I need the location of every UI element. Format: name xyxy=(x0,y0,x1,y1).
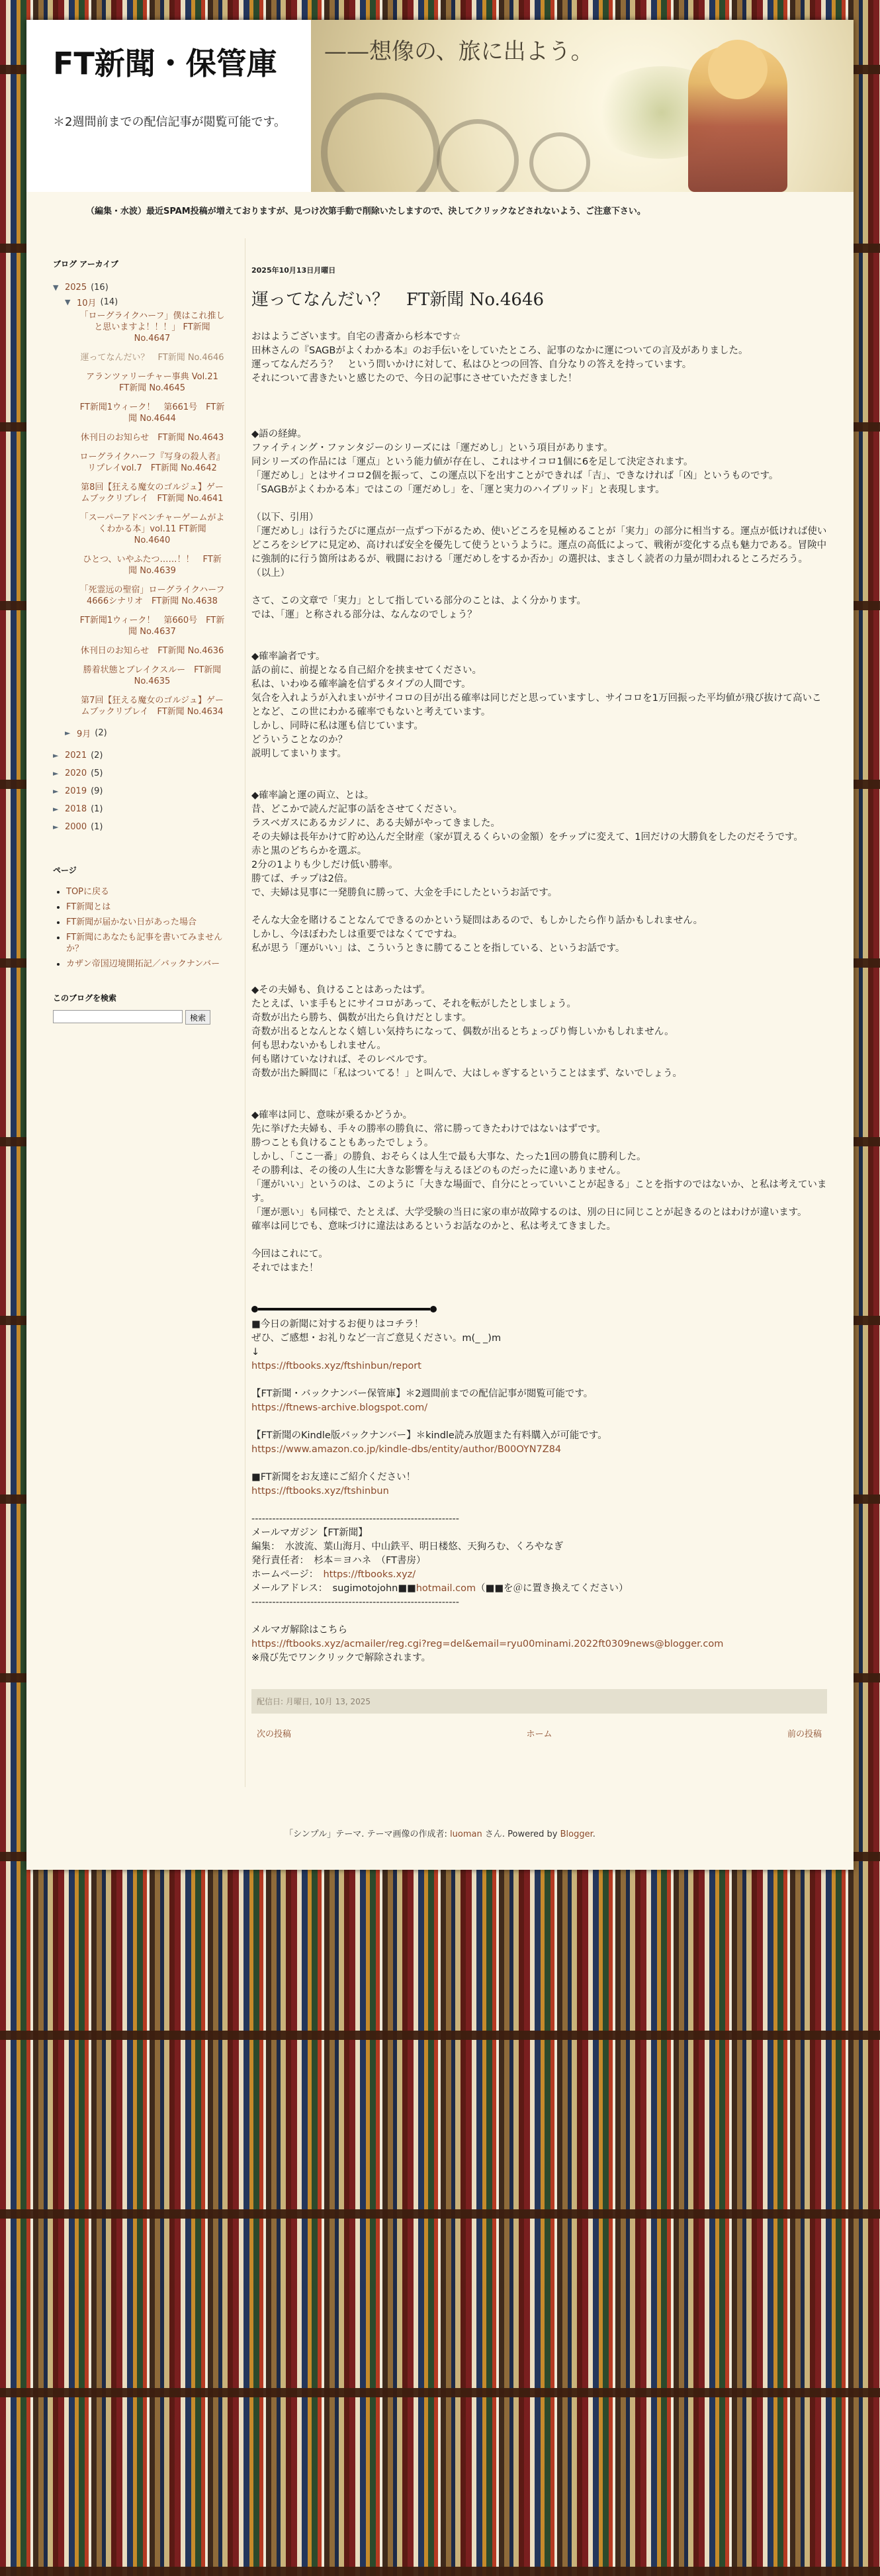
pages-list xyxy=(53,886,225,970)
pages-heading: ページ xyxy=(53,866,77,875)
archive-count: (2) xyxy=(91,750,103,760)
list-item xyxy=(79,665,225,687)
archive-count: (5) xyxy=(91,768,103,778)
home-link[interactable]: ホーム xyxy=(526,1729,552,1739)
feedback-link[interactable]: https://ftbooks.xyz/ftshinbun/report xyxy=(251,1361,421,1371)
magazine-info: メールマガジン【FT新聞】 編集： 水波流、葉山海月、中山鉄平、明日楼悠、天狗ろむ、くろやなぎ 発行責任者： 杉本＝ヨハネ （FT書房） xyxy=(251,1528,564,1566)
expand-toggle-icon[interactable]: ► xyxy=(53,751,59,760)
post-paragraph: さて、この文章で「実力」として指している部分のことは、よく分かります。 では、「運」と称される部分は、なんなのでしょう？ xyxy=(251,596,587,620)
archive-year-row[interactable] xyxy=(53,784,225,798)
list-item xyxy=(79,554,225,576)
older-post-link[interactable]: 前の投稿 xyxy=(787,1729,822,1739)
unsubscribe-label: メルマガ解除はこちら xyxy=(251,1625,347,1635)
archive-year-row[interactable] xyxy=(53,748,225,762)
blog-pager xyxy=(251,1727,827,1739)
feedback-text: ■今日の新聞に対するお便りはコチラ！ ぜひ、ご感想・お礼りなど一言ご意見ください。m(_ _)m ↓ xyxy=(251,1319,502,1357)
list-item xyxy=(66,958,225,970)
list-item xyxy=(79,695,225,717)
list-item xyxy=(79,615,225,637)
list-item xyxy=(79,402,225,424)
gear-icon xyxy=(321,93,440,192)
email-link[interactable]: hotmail.com xyxy=(416,1583,476,1594)
archive-post-link[interactable]: FT新聞1ウィーク！ 第661号 FT新聞 No.4644 xyxy=(79,402,225,424)
page-link-about[interactable]: FT新聞とは xyxy=(66,902,111,912)
archive-post-link[interactable]: アランツァリーチャー事典 Vol.21 FT新聞 No.4645 xyxy=(86,372,227,393)
archive-post-link[interactable]: 休刊日のお知らせ FT新聞 No.4636 xyxy=(80,646,224,656)
list-item xyxy=(79,512,225,546)
expand-toggle-icon[interactable]: ► xyxy=(53,786,59,796)
page-link-top[interactable]: TOPに戻る xyxy=(66,887,110,897)
archive-post-link[interactable]: 勝着状態とブレイクスルー FT新聞 No.4635 xyxy=(83,665,222,686)
post-title[interactable]: 運ってなんだい？ FT新聞 No.4646 xyxy=(251,290,545,310)
list-item xyxy=(79,482,225,504)
archive-count: (2) xyxy=(95,727,107,738)
post-paragraph: おはようございます。自宅の書斎から杉本です☆ 田林さんの『SAGBがよくわかる本』のお手伝いをしていたところ、記事のなかに運についての言及がありました。 運ってなんだろう？ という問いかけに対して、私はひとつの回答、自分なりの答えを持っています。 それについて書きたいと感じたので、今日の記事にさせていただきました！ xyxy=(251,332,748,384)
gear-icon xyxy=(437,119,519,192)
sidebar xyxy=(53,258,225,1025)
archive-heading: ブログ アーカイブ xyxy=(53,259,118,269)
blog-title[interactable]: FT新聞・保管庫 xyxy=(53,46,277,81)
archive-year-row[interactable] xyxy=(53,819,225,834)
archive-count: (16) xyxy=(91,282,109,293)
post-paragraph: そんな大金を賭けることなんてできるのかという疑問はあるので、もしかしたら作り話かもしれません。 しかし、今ほぼわたしは重要ではなくてですね。 私が思う「運がいい」は、こういうときに勝てることを指している、というお話です。 xyxy=(251,915,703,954)
post-footer xyxy=(251,1689,827,1714)
archive-post-link[interactable]: FT新聞1ウィーク！ 第660号 FT新聞 No.4637 xyxy=(79,616,225,637)
archive-post-list xyxy=(53,310,225,717)
archive-post-link[interactable]: 「ローグライクハーフ」僕はこれ推しと思いますよ！！！」 FT新聞 No.4647 xyxy=(79,311,225,344)
search-heading: このブログを検索 xyxy=(53,993,117,1003)
archive-month-sep[interactable] xyxy=(53,725,225,740)
expand-toggle-icon[interactable]: ► xyxy=(53,822,59,831)
archive-year-link[interactable]: 2025 xyxy=(65,282,87,293)
archive-post-link[interactable]: ひとつ、いやふたつ……！！ FT新聞 No.4639 xyxy=(83,555,222,576)
search-form xyxy=(53,1010,225,1025)
archive-year-link[interactable]: 2021 xyxy=(65,750,87,760)
archive-text: 【FT新聞・バックナンバー保管庫】＊2週間前までの配信記事が閲覧可能です。 xyxy=(251,1389,594,1399)
list-item xyxy=(66,932,225,954)
post-date-header: 2025年10月13日月曜日 xyxy=(251,266,336,275)
archive-year-link[interactable]: 2020 xyxy=(65,768,87,778)
archive-year-link[interactable]: 2000 xyxy=(65,821,87,832)
page-container xyxy=(26,20,854,1870)
header-image xyxy=(311,20,854,192)
theme-attribution: 「シンプル」テーマ. テーマ画像の作成者: luoman さん. Powered by Blogger. xyxy=(285,1829,595,1839)
list-item xyxy=(79,451,225,474)
list-item xyxy=(79,584,225,607)
collapse-toggle-icon[interactable]: ▼ xyxy=(65,297,71,306)
list-item xyxy=(79,371,225,394)
kindle-link[interactable]: https://www.amazon.co.jp/kindle-dbs/entity/author/B00OYN7Z84 xyxy=(251,1444,562,1455)
blogger-link[interactable]: Blogger xyxy=(560,1829,593,1839)
spam-notice: （編集・水波）最近SPAM投稿が増えておりますが、見つけ次第手動で削除いたしますので、決してクリックなどされないよう、ご注意下さい。 xyxy=(86,207,646,216)
archive-count: (14) xyxy=(100,297,118,307)
list-item xyxy=(79,352,225,363)
unsubscribe-note: ※飛び先でワンクリックで解除されます。 xyxy=(251,1653,431,1663)
post-paragraph: ◆確率論と運の両立、とは。 昔、どこかで読んだ記事の話をさせてください。 ラスベガスにあるカジノに、ある夫婦がやってきました。 その夫婦は長年かけて貯め込んだ全財産（家が買えるくらいの金額）をチップに変えて、1回だけの大勝負をしたのだそうです。 赤と黒のどちらかを選ぶ。 2分の1よりも少しだけ低い勝率。 勝てば、チップは2倍。 で、夫婦は見事に一発勝負に勝って、大金を手にしたというお話です。 xyxy=(251,790,803,898)
divider-line: ------------------------------------------------------------ xyxy=(251,1597,459,1608)
homepage-link[interactable]: https://ftbooks.xyz/ xyxy=(323,1569,416,1580)
share-link[interactable]: https://ftbooks.xyz/ftshinbun xyxy=(251,1486,389,1496)
archive-post-link[interactable]: 第7回【狂える魔女のゴルジュ】ゲームブックリプレイ FT新聞 No.4634 xyxy=(81,696,224,717)
archive-post-link[interactable]: 第8回【狂える魔女のゴルジュ】ゲームブックリプレイ FT新聞 No.4641 xyxy=(81,483,224,504)
archive-year-link[interactable]: 2018 xyxy=(65,804,87,814)
collapse-toggle-icon[interactable]: ▼ xyxy=(53,283,59,292)
post-timestamp[interactable]: 配信日: 月曜日, 10月 13, 2025 xyxy=(257,1697,371,1706)
list-item xyxy=(79,310,225,344)
kindle-text: 【FT新聞のKindle版バックナンバー】＊kindle読み放題また有料購入が可能です。 xyxy=(251,1430,607,1441)
archive-post-link[interactable]: ローグライクハーフ『写身の殺人者』リプレイvol.7 FT新聞 No.4642 xyxy=(79,452,225,473)
list-item xyxy=(79,432,225,443)
archive-count: (9) xyxy=(91,786,103,796)
archive-year-row[interactable] xyxy=(53,766,225,780)
blog-description: ＊2週間前までの配信記事が閲覧可能です。 xyxy=(53,115,286,129)
blog-header xyxy=(26,20,854,192)
theme-author-link[interactable]: luoman xyxy=(450,1829,482,1839)
post-closing: 今回はこれにて。 それではまた！ xyxy=(251,1249,328,1273)
divider-line: ------------------------------------------------------------ xyxy=(251,1514,459,1524)
character-head-illustration xyxy=(708,40,768,99)
archive-month-oct[interactable] xyxy=(53,295,225,309)
archive-year-row[interactable] xyxy=(53,802,225,816)
page-link-contribute[interactable]: FT新聞にあなたも記事を書いてみませんか？ xyxy=(66,933,223,954)
archive-count: (1) xyxy=(91,804,103,814)
header-tagline: ——想像の、旅に出よう。 xyxy=(324,38,594,65)
archive-month-link[interactable]: 10月 xyxy=(77,298,97,308)
archive-post-link[interactable]: 「死霊远の聖宿」ローグライクハーフ4666シナリオ FT新聞 No.4638 xyxy=(79,585,225,606)
unsubscribe-link[interactable]: https://ftbooks.xyz/acmailer/reg.cgi?reg=del&email=ryu00minami.2022ft0309news@blogger.com xyxy=(251,1639,724,1649)
archive-post-link[interactable]: 「スーパーアドベンチャーゲームがよくわかる本」vol.11 FT新聞 No.4640 xyxy=(79,513,225,545)
archive-post-link[interactable]: 休刊日のお知らせ FT新聞 No.4643 xyxy=(80,433,224,443)
archive-count: (1) xyxy=(91,821,103,832)
expand-toggle-icon[interactable]: ► xyxy=(53,768,59,778)
newer-post-link[interactable]: 次の投稿 xyxy=(257,1729,292,1739)
expand-toggle-icon[interactable]: ► xyxy=(53,804,59,813)
post-paragraph: ◆語の経緯。 ファイティング・ファンタジーのシリーズには「運だめし」という項目があります。 同シリーズの作品には「運点」という能力値が存在し、これはサイコロ1個に6を足して決定されます。 「運だめし」とはサイコロ2個を振って、この運点以下を出すことができれば「吉」、できなければ「凶」というものです。 「SAGBがよくわかる本」ではこの「運だめし」を、「運と実力のハイブリッド」と表現します。 xyxy=(251,429,779,495)
archive-year-link[interactable]: 2019 xyxy=(65,786,87,796)
list-item xyxy=(66,917,225,928)
list-item xyxy=(79,645,225,657)
page-link-backnumber[interactable]: カザン帝国辺境開拓記／バックナンバー xyxy=(66,959,220,969)
expand-toggle-icon[interactable]: ► xyxy=(65,728,71,737)
header-title-area xyxy=(26,20,311,192)
section-separator xyxy=(251,1306,437,1312)
gear-icon xyxy=(529,132,590,192)
homepage-line: ホームページ： https://ftbooks.xyz/ xyxy=(251,1569,416,1580)
list-item xyxy=(66,886,225,897)
page-link-missing[interactable]: FT新聞が届かない日があった場合 xyxy=(66,917,197,927)
archive-month-link[interactable]: 9月 xyxy=(77,729,91,739)
post-paragraph: ◆その夫婦も、負けることはあったはず。 たとえば、いま手もとにサイコロがあって、それを転がしたとしましょう。 奇数が出たら勝ち、偶数が出たら負けだとします。 奇数が出るとなんとなく嬉しい気持ちになって、偶数が出るとちょっぴり悔しいかもしれません。 何も思わないかもしれません。 何も賭けていなければ、そのレベルです。 奇数が出た瞬間に「私はついてる！」と叫んで、大はしゃぎするということはまず、ないでしょう。 xyxy=(251,985,683,1079)
archive-post-link-current[interactable]: 運ってなんだい？ FT新聞 No.4646 xyxy=(80,353,224,363)
search-input[interactable] xyxy=(53,1010,183,1023)
share-text: ■FT新聞をお友達にご紹介ください！ xyxy=(251,1472,416,1483)
archive-year-2025[interactable] xyxy=(53,280,225,295)
post-paragraph: ◆確率論者です。 話の前に、前提となる自己紹介を挟ませてください。 私は、いわゆる確率論を信ずるタイプの人間です。 気合を入れようが入れまいがサイコロの目が出る確率は同じだと思っていますし、サイコロを1万回振った平均値が飛び抜けて高いことなど、この世にわかる確率でもないと考えています。 しかし、同時に私は運も信じています。 どういうことなのか？ 説明してまいります。 xyxy=(251,651,822,759)
email-line: メールアドレス： sugimotojohn■■hotmail.com（■■を＠に置き換えてください） xyxy=(251,1583,629,1594)
archive-site-link[interactable]: https://ftnews-archive.blogspot.com/ xyxy=(251,1403,428,1413)
search-button[interactable]: 検索 xyxy=(185,1010,210,1025)
main-content xyxy=(251,238,827,1739)
post-body xyxy=(251,330,827,1665)
list-item xyxy=(66,901,225,913)
post-quote: （以下、引用） 「運だめし」は行うたびに運点が一点ずつ下がるため、使いどころを見極めることが「実力」の部分に相当する。運点が低ければ使いどころをシビアに見定め、高ければ安全を優先して使うというように。運点の高低によって、戦術が変化する点も魅力である。冒険中に強制的に行う箇所はあるが、戦闘における「運だめしをするか否か」の選択は、まさしく読者の力量が問われるところだろう。 （以上） xyxy=(251,512,827,578)
post-paragraph: ◆確率は同じ、意味が乗るかどうか。 先に挙げた夫婦も、手々の勝率の勝負に、常に勝ってきたわけではないはずです。 勝つことも負けることもあったでしょう。 しかし、「ここ一番」の勝負、おそらくは人生で最も大事な、たった1回の勝負に勝利した。 その勝利は、その後の人生に大きな影響を与えるほどのものだったに違いありません。 「運がいい」というのは、このように「大きな場面で、自分にとっていいことが起きる」ことを指すのではないか、と私は考えています。 「運が悪い」も同様で、たとえば、大学受験の当日に家の車が故障するのは、別の日に同じことが起きるのとはわけが違います。 確率は同じでも、意味づけに違法はあるというお話なのかと、私は考えてきました。 xyxy=(251,1110,827,1232)
